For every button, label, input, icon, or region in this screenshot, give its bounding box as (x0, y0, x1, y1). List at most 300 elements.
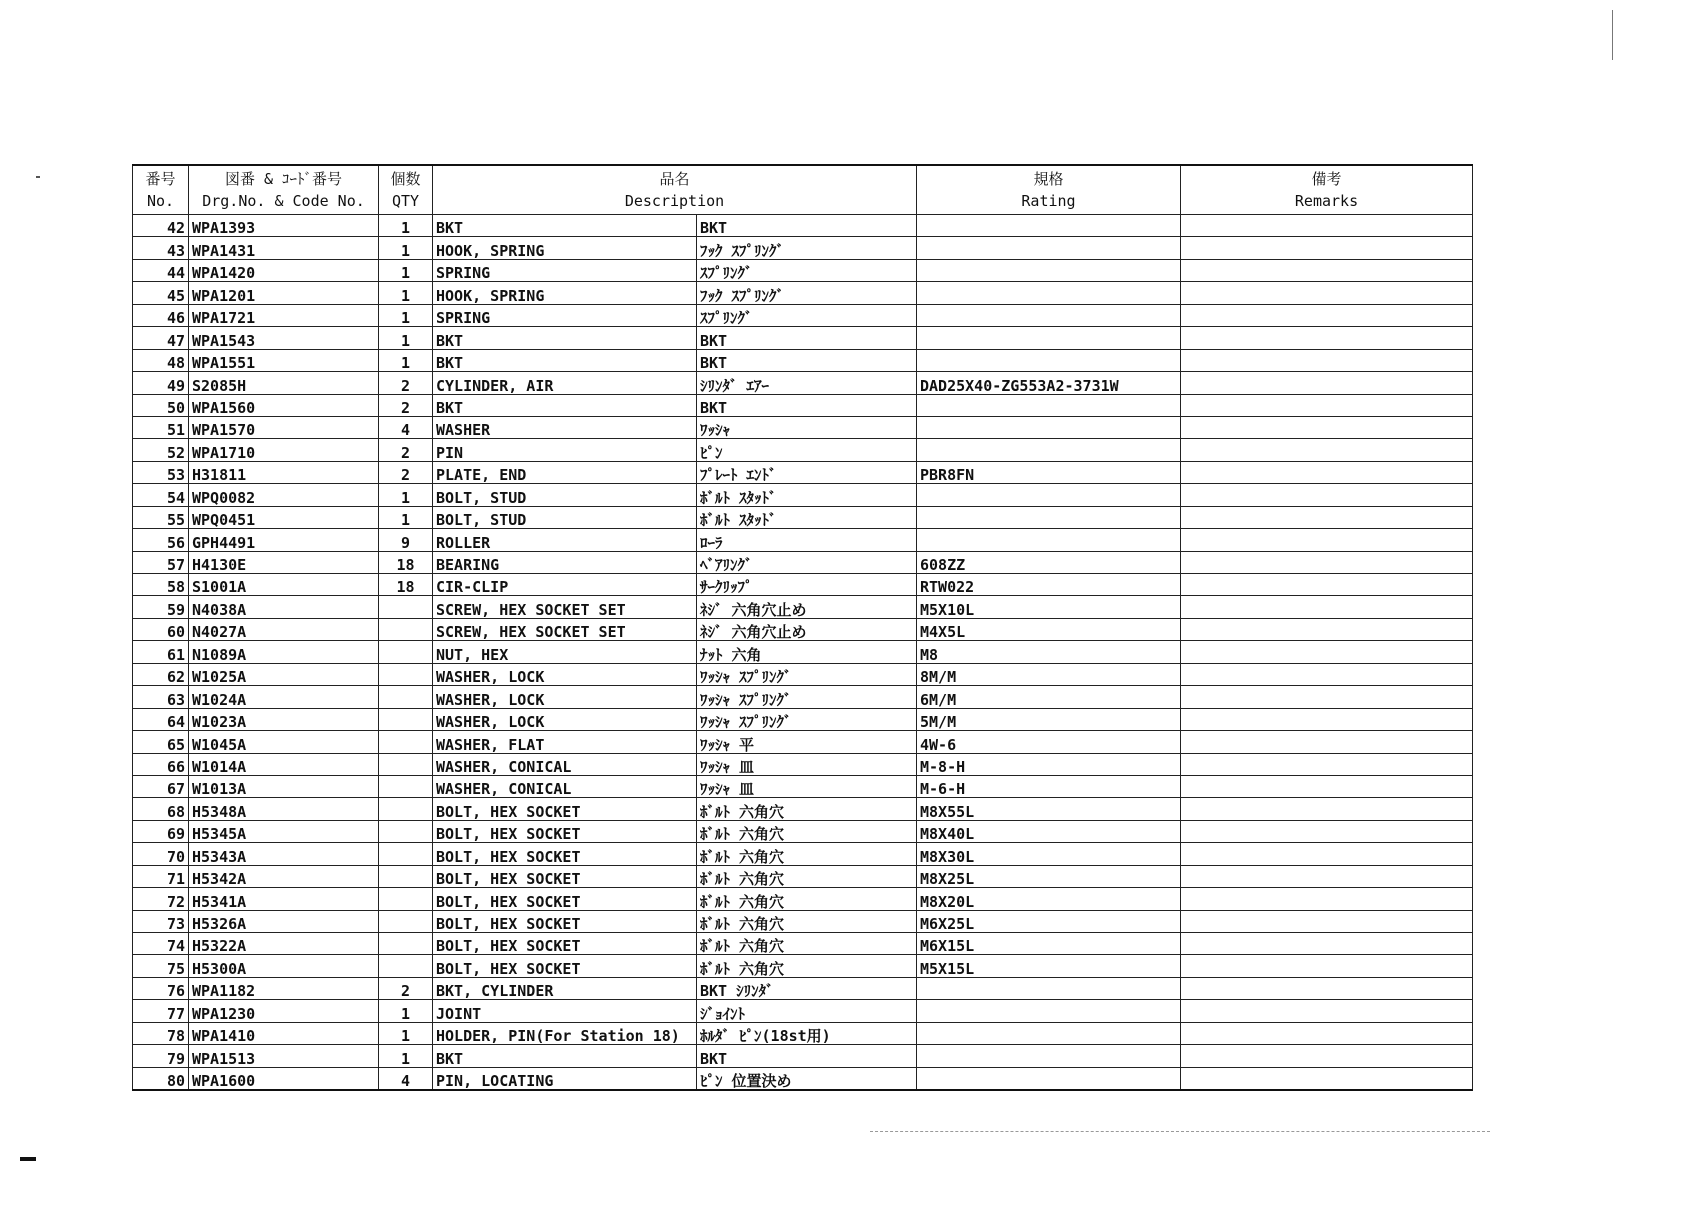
remarks-cell (1181, 820, 1473, 842)
quantity-cell (379, 843, 433, 865)
description-en-cell: JOINT (433, 1000, 697, 1022)
table-row (133, 1067, 1473, 1090)
drg-code-cell: WPA1420 (189, 259, 379, 281)
quantity-cell (379, 731, 433, 753)
remarks-cell (1181, 461, 1473, 483)
row-number-cell: 66 (133, 753, 189, 775)
rating-cell: 5M/M (917, 708, 1181, 730)
description-jp-cell: ﾜｯｼｬ ｽﾌﾟﾘﾝｸﾞ (697, 686, 917, 708)
rating-cell: M-6-H (917, 775, 1181, 797)
description-en-cell: BOLT, HEX SOCKET (433, 955, 697, 977)
drg-code-cell: W1023A (189, 708, 379, 730)
header-description (433, 165, 917, 215)
drg-code-cell: S1001A (189, 574, 379, 596)
description-jp-cell: ﾜｯｼｬ ｽﾌﾟﾘﾝｸﾞ (697, 708, 917, 730)
row-number-cell: 44 (133, 259, 189, 281)
quantity-cell: 2 (379, 461, 433, 483)
remarks-cell (1181, 775, 1473, 797)
description-en-cell: HOLDER, PIN(For Station 18) (433, 1022, 697, 1044)
remarks-cell (1181, 529, 1473, 551)
table-body (133, 215, 1473, 1091)
description-jp-cell: ｼﾞｮｲﾝﾄ (697, 1000, 917, 1022)
row-number-cell: 76 (133, 977, 189, 999)
quantity-cell (379, 663, 433, 685)
header-drg-en: Drg.No. & Code No. (202, 192, 365, 210)
quantity-cell: 1 (379, 506, 433, 528)
table-row (133, 237, 1473, 259)
rating-cell (917, 484, 1181, 506)
description-jp-cell: ﾜｯｼｬ (697, 416, 917, 438)
drg-code-cell: W1045A (189, 731, 379, 753)
row-number-cell: 71 (133, 865, 189, 887)
description-en-cell: WASHER, CONICAL (433, 753, 697, 775)
drg-code-cell: W1024A (189, 686, 379, 708)
remarks-cell (1181, 506, 1473, 528)
table-row (133, 955, 1473, 977)
description-jp-cell: BKT (697, 1045, 917, 1067)
quantity-cell: 1 (379, 327, 433, 349)
row-number-cell: 43 (133, 237, 189, 259)
row-number-cell: 47 (133, 327, 189, 349)
quantity-cell (379, 933, 433, 955)
row-number-cell: 51 (133, 416, 189, 438)
remarks-cell (1181, 439, 1473, 461)
table-row (133, 641, 1473, 663)
description-en-cell: HOOK, SPRING (433, 237, 697, 259)
description-en-cell: SPRING (433, 259, 697, 281)
drg-code-cell: H4130E (189, 551, 379, 573)
rating-cell: M8X25L (917, 865, 1181, 887)
description-en-cell: BOLT, HEX SOCKET (433, 888, 697, 910)
remarks-cell (1181, 708, 1473, 730)
description-en-cell: BOLT, HEX SOCKET (433, 820, 697, 842)
remarks-cell (1181, 888, 1473, 910)
rating-cell: DAD25X40-ZG553A2-3731W (917, 372, 1181, 394)
remarks-cell (1181, 1067, 1473, 1090)
remarks-cell (1181, 731, 1473, 753)
remarks-cell (1181, 282, 1473, 304)
row-number-cell: 42 (133, 215, 189, 237)
row-number-cell: 48 (133, 349, 189, 371)
drg-code-cell: WPA1600 (189, 1067, 379, 1090)
rating-cell (917, 349, 1181, 371)
description-jp-cell: ﾜｯｼｬ ｽﾌﾟﾘﾝｸﾞ (697, 663, 917, 685)
description-en-cell: ROLLER (433, 529, 697, 551)
drg-code-cell: WPQ0082 (189, 484, 379, 506)
drg-code-cell: W1025A (189, 663, 379, 685)
quantity-cell: 2 (379, 394, 433, 416)
row-number-cell: 59 (133, 596, 189, 618)
description-en-cell: PIN (433, 439, 697, 461)
description-en-cell: BOLT, STUD (433, 506, 697, 528)
table-row (133, 708, 1473, 730)
rating-cell: M8X30L (917, 843, 1181, 865)
remarks-cell (1181, 1045, 1473, 1067)
description-en-cell: BKT (433, 1045, 697, 1067)
row-number-cell: 49 (133, 372, 189, 394)
drg-code-cell: W1013A (189, 775, 379, 797)
row-number-cell: 56 (133, 529, 189, 551)
rating-cell: M5X15L (917, 955, 1181, 977)
table-header (133, 165, 1473, 215)
header-rating-jp: 規格 (1033, 170, 1064, 188)
drg-code-cell: WPA1393 (189, 215, 379, 237)
quantity-cell (379, 708, 433, 730)
quantity-cell: 1 (379, 1022, 433, 1044)
quantity-cell: 4 (379, 416, 433, 438)
description-jp-cell: ﾎﾞﾙﾄ 六角穴 (697, 933, 917, 955)
rating-cell: 608ZZ (917, 551, 1181, 573)
header-remarks-en: Remarks (1294, 192, 1359, 210)
drg-code-cell: W1014A (189, 753, 379, 775)
remarks-cell (1181, 865, 1473, 887)
description-en-cell: WASHER, LOCK (433, 686, 697, 708)
header-remarks (1181, 165, 1473, 215)
table-row (133, 663, 1473, 685)
description-en-cell: PIN, LOCATING (433, 1067, 697, 1090)
row-number-cell: 67 (133, 775, 189, 797)
description-en-cell: SCREW, HEX SOCKET SET (433, 596, 697, 618)
remarks-cell (1181, 753, 1473, 775)
quantity-cell: 18 (379, 574, 433, 596)
description-en-cell: PLATE, END (433, 461, 697, 483)
description-jp-cell: ﾎﾙﾀﾞ ﾋﾟﾝ(18st用) (697, 1022, 917, 1044)
row-number-cell: 61 (133, 641, 189, 663)
remarks-cell (1181, 1022, 1473, 1044)
quantity-cell: 1 (379, 282, 433, 304)
table-row (133, 1045, 1473, 1067)
quantity-cell (379, 910, 433, 932)
drg-code-cell: N4027A (189, 618, 379, 640)
drg-code-cell: WPA1560 (189, 394, 379, 416)
description-jp-cell: ﾜｯｼｬ 皿 (697, 775, 917, 797)
description-en-cell: WASHER, LOCK (433, 663, 697, 685)
drg-code-cell: H5343A (189, 843, 379, 865)
drg-code-cell: WPA1513 (189, 1045, 379, 1067)
row-number-cell: 73 (133, 910, 189, 932)
rating-cell: 4W-6 (917, 731, 1181, 753)
row-number-cell: 74 (133, 933, 189, 955)
header-no-en: No. (146, 192, 175, 210)
remarks-cell (1181, 596, 1473, 618)
description-jp-cell: BKT ｼﾘﾝﾀﾞ (697, 977, 917, 999)
rating-cell (917, 529, 1181, 551)
description-en-cell: CIR-CLIP (433, 574, 697, 596)
header-qty (379, 165, 433, 215)
drg-code-cell: H5326A (189, 910, 379, 932)
table-row (133, 327, 1473, 349)
remarks-cell (1181, 641, 1473, 663)
row-number-cell: 65 (133, 731, 189, 753)
description-en-cell: BOLT, HEX SOCKET (433, 910, 697, 932)
drg-code-cell: WPA1431 (189, 237, 379, 259)
table-row (133, 1000, 1473, 1022)
table-row (133, 686, 1473, 708)
parts-list-sheet (132, 164, 1472, 1091)
table-row (133, 349, 1473, 371)
table-row (133, 865, 1473, 887)
description-jp-cell: ﾎﾞﾙﾄ 六角穴 (697, 820, 917, 842)
quantity-cell (379, 775, 433, 797)
description-jp-cell: ﾎﾞﾙﾄ 六角穴 (697, 843, 917, 865)
table-row (133, 506, 1473, 528)
table-row (133, 259, 1473, 281)
drg-code-cell: H31811 (189, 461, 379, 483)
scan-rule-bottom (870, 1131, 1490, 1132)
table-row (133, 372, 1473, 394)
rating-cell: 6M/M (917, 686, 1181, 708)
rating-cell: M5X10L (917, 596, 1181, 618)
table-row (133, 304, 1473, 326)
remarks-cell (1181, 933, 1473, 955)
description-en-cell: SPRING (433, 304, 697, 326)
table-row (133, 798, 1473, 820)
row-number-cell: 45 (133, 282, 189, 304)
quantity-cell (379, 641, 433, 663)
rating-cell: M4X5L (917, 618, 1181, 640)
table-row (133, 416, 1473, 438)
quantity-cell (379, 753, 433, 775)
header-desc-en: Description (624, 192, 725, 210)
rating-cell: M8X40L (917, 820, 1181, 842)
row-number-cell: 54 (133, 484, 189, 506)
rating-cell (917, 259, 1181, 281)
header-desc-jp: 品名 (659, 170, 690, 188)
quantity-cell: 1 (379, 1000, 433, 1022)
table-row (133, 529, 1473, 551)
remarks-cell (1181, 416, 1473, 438)
table-row (133, 933, 1473, 955)
row-number-cell: 50 (133, 394, 189, 416)
description-en-cell: BOLT, HEX SOCKET (433, 798, 697, 820)
remarks-cell (1181, 215, 1473, 237)
description-jp-cell: ﾛｰﾗ (697, 529, 917, 551)
remarks-cell (1181, 394, 1473, 416)
description-jp-cell: ﾎﾞﾙﾄ 六角穴 (697, 910, 917, 932)
table-row (133, 551, 1473, 573)
remarks-cell (1181, 955, 1473, 977)
remarks-cell (1181, 910, 1473, 932)
description-jp-cell: ﾍﾞｱﾘﾝｸﾞ (697, 551, 917, 573)
table-row (133, 394, 1473, 416)
quantity-cell: 2 (379, 977, 433, 999)
table-row (133, 618, 1473, 640)
table-row (133, 888, 1473, 910)
description-jp-cell: ﾌｯｸ ｽﾌﾟﾘﾝｸﾞ (697, 282, 917, 304)
description-jp-cell: ﾎﾞﾙﾄ 六角穴 (697, 865, 917, 887)
quantity-cell: 18 (379, 551, 433, 573)
description-jp-cell: BKT (697, 349, 917, 371)
rating-cell (917, 1000, 1181, 1022)
row-number-cell: 57 (133, 551, 189, 573)
description-en-cell: BKT (433, 215, 697, 237)
rating-cell: PBR8FN (917, 461, 1181, 483)
rating-cell (917, 977, 1181, 999)
description-jp-cell: ﾌﾟﾚｰﾄ ｴﾝﾄﾞ (697, 461, 917, 483)
header-qty-en: QTY (391, 192, 420, 210)
quantity-cell: 1 (379, 1045, 433, 1067)
quantity-cell: 9 (379, 529, 433, 551)
table-row (133, 910, 1473, 932)
header-drg-jp: 図番 & ｺｰﾄﾞ番号 (224, 170, 343, 188)
description-en-cell: BOLT, HEX SOCKET (433, 933, 697, 955)
scan-mark-top-right (1612, 10, 1613, 60)
row-number-cell: 62 (133, 663, 189, 685)
rating-cell (917, 416, 1181, 438)
rating-cell (917, 304, 1181, 326)
drg-code-cell: WPA1710 (189, 439, 379, 461)
remarks-cell (1181, 372, 1473, 394)
row-number-cell: 52 (133, 439, 189, 461)
quantity-cell: 1 (379, 304, 433, 326)
rating-cell: M6X15L (917, 933, 1181, 955)
quantity-cell: 4 (379, 1067, 433, 1090)
drg-code-cell: WPA1410 (189, 1022, 379, 1044)
quantity-cell: 1 (379, 259, 433, 281)
table-row (133, 775, 1473, 797)
remarks-cell (1181, 304, 1473, 326)
rating-cell (917, 439, 1181, 461)
table-row (133, 843, 1473, 865)
quantity-cell: 2 (379, 439, 433, 461)
quantity-cell (379, 888, 433, 910)
table-row (133, 574, 1473, 596)
description-en-cell: BKT (433, 349, 697, 371)
description-jp-cell: ｽﾌﾟﾘﾝｸﾞ (697, 259, 917, 281)
table-row (133, 977, 1473, 999)
description-jp-cell: ﾋﾟﾝ (697, 439, 917, 461)
scan-mark-bottom-left (20, 1157, 36, 1161)
row-number-cell: 69 (133, 820, 189, 842)
description-jp-cell: ﾈｼﾞ 六角穴止め (697, 596, 917, 618)
rating-cell (917, 237, 1181, 259)
description-en-cell: WASHER, LOCK (433, 708, 697, 730)
rating-cell (917, 394, 1181, 416)
table-row (133, 215, 1473, 237)
description-jp-cell: ﾜｯｼｬ 平 (697, 731, 917, 753)
quantity-cell (379, 686, 433, 708)
row-number-cell: 46 (133, 304, 189, 326)
description-en-cell: BKT (433, 327, 697, 349)
row-number-cell: 75 (133, 955, 189, 977)
table-row (133, 753, 1473, 775)
rating-cell (917, 1045, 1181, 1067)
quantity-cell (379, 820, 433, 842)
rating-cell: M6X25L (917, 910, 1181, 932)
description-jp-cell: ｼﾘﾝﾀﾞ ｴｱｰ (697, 372, 917, 394)
quantity-cell (379, 596, 433, 618)
remarks-cell (1181, 237, 1473, 259)
rating-cell: 8M/M (917, 663, 1181, 685)
header-qty-jp: 個数 (390, 170, 421, 188)
description-jp-cell: ｻｰｸﾘｯﾌﾟ (697, 574, 917, 596)
remarks-cell (1181, 551, 1473, 573)
row-number-cell: 60 (133, 618, 189, 640)
remarks-cell (1181, 349, 1473, 371)
table-row (133, 731, 1473, 753)
description-jp-cell: BKT (697, 394, 917, 416)
row-number-cell: 80 (133, 1067, 189, 1090)
drg-code-cell: H5341A (189, 888, 379, 910)
drg-code-cell: WPA1570 (189, 416, 379, 438)
description-jp-cell: BKT (697, 215, 917, 237)
rating-cell (917, 506, 1181, 528)
remarks-cell (1181, 686, 1473, 708)
quantity-cell (379, 955, 433, 977)
row-number-cell: 77 (133, 1000, 189, 1022)
quantity-cell: 2 (379, 372, 433, 394)
description-en-cell: BOLT, HEX SOCKET (433, 843, 697, 865)
row-number-cell: 64 (133, 708, 189, 730)
drg-code-cell: WPA1721 (189, 304, 379, 326)
row-number-cell: 53 (133, 461, 189, 483)
description-en-cell: WASHER, CONICAL (433, 775, 697, 797)
description-jp-cell: ﾎﾞﾙﾄ 六角穴 (697, 798, 917, 820)
description-en-cell: WASHER, FLAT (433, 731, 697, 753)
row-number-cell: 58 (133, 574, 189, 596)
row-number-cell: 79 (133, 1045, 189, 1067)
description-en-cell: WASHER (433, 416, 697, 438)
row-number-cell: 55 (133, 506, 189, 528)
rating-cell: M-8-H (917, 753, 1181, 775)
quantity-cell: 1 (379, 349, 433, 371)
quantity-cell (379, 798, 433, 820)
remarks-cell (1181, 259, 1473, 281)
rating-cell: M8X20L (917, 888, 1181, 910)
drg-code-cell: WPA1201 (189, 282, 379, 304)
table-row (133, 282, 1473, 304)
drg-code-cell: WPA1543 (189, 327, 379, 349)
description-en-cell: BKT, CYLINDER (433, 977, 697, 999)
table-row (133, 484, 1473, 506)
rating-cell (917, 1022, 1181, 1044)
header-drg-code (189, 165, 379, 215)
quantity-cell (379, 618, 433, 640)
drg-code-cell: H5300A (189, 955, 379, 977)
table-row (133, 596, 1473, 618)
table-row (133, 461, 1473, 483)
description-en-cell: NUT, HEX (433, 641, 697, 663)
remarks-cell (1181, 977, 1473, 999)
header-remarks-jp: 備考 (1311, 170, 1342, 188)
quantity-cell (379, 865, 433, 887)
remarks-cell (1181, 484, 1473, 506)
header-rating-en: Rating (1021, 192, 1076, 210)
description-jp-cell: ﾋﾟﾝ 位置決め (697, 1067, 917, 1090)
drg-code-cell: WPA1551 (189, 349, 379, 371)
description-jp-cell: ﾎﾞﾙﾄ 六角穴 (697, 888, 917, 910)
rating-cell (917, 327, 1181, 349)
description-jp-cell: ﾅｯﾄ 六角 (697, 641, 917, 663)
remarks-cell (1181, 843, 1473, 865)
row-number-cell: 63 (133, 686, 189, 708)
drg-code-cell: WPA1230 (189, 1000, 379, 1022)
table-row (133, 1022, 1473, 1044)
row-number-cell: 68 (133, 798, 189, 820)
remarks-cell (1181, 1000, 1473, 1022)
description-en-cell: SCREW, HEX SOCKET SET (433, 618, 697, 640)
remarks-cell (1181, 798, 1473, 820)
drg-code-cell: H5348A (189, 798, 379, 820)
rating-cell: M8X55L (917, 798, 1181, 820)
scan-mark-left (36, 176, 40, 178)
description-jp-cell: ﾎﾞﾙﾄ ｽﾀｯﾄﾞ (697, 484, 917, 506)
description-en-cell: BEARING (433, 551, 697, 573)
drg-code-cell: H5345A (189, 820, 379, 842)
header-rating (917, 165, 1181, 215)
row-number-cell: 70 (133, 843, 189, 865)
remarks-cell (1181, 663, 1473, 685)
